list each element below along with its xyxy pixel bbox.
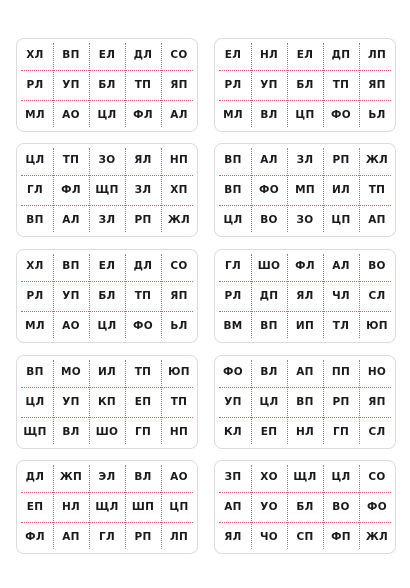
syllable-cell: ЦЛ — [97, 108, 117, 121]
syllable-cell: ЗП — [224, 470, 242, 483]
syllable-cell: ЗО — [98, 153, 116, 166]
syllable-cell: ЛП — [169, 530, 189, 543]
syllable-cell: ЧО — [259, 530, 278, 543]
letter-card — [214, 38, 396, 132]
syllable-cell: ЯП — [170, 78, 188, 91]
syllable-cell: ШП — [131, 500, 155, 513]
syllable-cell: ТП — [134, 365, 152, 378]
syllable-cell: ВП — [26, 365, 44, 378]
syllable-cell: ВО — [368, 259, 386, 272]
syllable-cell: ТП — [170, 395, 188, 408]
syllable-cell: АЛ — [170, 108, 188, 121]
syllable-cell: ЩП — [23, 425, 47, 438]
syllable-cell: РЛ — [26, 289, 44, 302]
syllable-cell: ФЛ — [295, 259, 315, 272]
syllable-cell: РП — [134, 530, 152, 543]
syllable-cell: ЯЛ — [224, 530, 242, 543]
syllable-cell: ЧЛ — [332, 289, 350, 302]
syllable-cell: РЛ — [224, 289, 242, 302]
syllable-cell: ХП — [170, 183, 188, 196]
syllable-cell: ЯП — [368, 395, 386, 408]
syllable-cell: ЕЛ — [224, 48, 242, 61]
syllable-cell: ЩП — [95, 183, 119, 196]
syllable-cell: ДП — [331, 48, 351, 61]
syllable-cell: ЖП — [59, 470, 83, 483]
syllable-cell: ВО — [332, 500, 350, 513]
syllable-cell: МЛ — [25, 319, 45, 332]
syllable-cell: ЦЛ — [223, 213, 243, 226]
syllable-cell: ГЛ — [224, 259, 241, 272]
syllable-cell: НЛ — [295, 425, 315, 438]
syllable-cell: ДЛ — [25, 470, 45, 483]
syllable-cell: СЛ — [368, 289, 386, 302]
syllable-cell: ЬЛ — [170, 319, 188, 332]
syllable-cell: БЛ — [296, 500, 314, 513]
letter-card — [16, 460, 198, 554]
syllable-cell: БЛ — [296, 78, 314, 91]
syllable-cell: ЩЛ — [293, 470, 317, 483]
syllable-cell: БЛ — [98, 289, 116, 302]
syllable-cell: РП — [134, 213, 152, 226]
syllable-cell: ФО — [133, 319, 153, 332]
syllable-cell: АП — [296, 365, 314, 378]
syllable-cell: ЦЛ — [259, 395, 279, 408]
syllable-cell: ИЛ — [97, 365, 117, 378]
syllable-cell: АЛ — [260, 153, 278, 166]
syllable-cell: ЗЛ — [296, 153, 314, 166]
syllable-cell: ГЛ — [26, 183, 43, 196]
syllable-cell: ЕП — [26, 500, 44, 513]
syllable-cell: ЬЛ — [368, 108, 386, 121]
syllable-cell: АП — [368, 213, 386, 226]
syllable-cell: ЦЛ — [97, 319, 117, 332]
syllable-cell: ЦП — [331, 213, 351, 226]
syllable-cell: ЦЛ — [25, 153, 45, 166]
syllable-cell: МЛ — [223, 108, 243, 121]
syllable-cell: ЕЛ — [98, 259, 116, 272]
letter-card — [214, 355, 396, 449]
syllable-cell: ХО — [260, 470, 278, 483]
syllable-cell: ПП — [331, 365, 351, 378]
syllable-cell: ЖЛ — [365, 530, 389, 543]
syllable-cell: ЗЛ — [134, 183, 152, 196]
syllable-cell: ЮП — [366, 319, 388, 332]
syllable-cell: АП — [224, 500, 242, 513]
letter-card — [16, 355, 198, 449]
syllable-cell: ДЛ — [133, 259, 153, 272]
syllable-cell: СО — [170, 48, 188, 61]
syllable-cell: ВЛ — [260, 108, 278, 121]
syllable-cell: РП — [332, 153, 350, 166]
syllable-cell: ВЛ — [62, 425, 80, 438]
syllable-cell: КЛ — [224, 425, 242, 438]
syllable-cell: ШО — [257, 259, 281, 272]
syllable-cell: УП — [224, 395, 242, 408]
syllable-cell: ВЛ — [260, 365, 278, 378]
syllable-cell: ФЛ — [61, 183, 81, 196]
syllable-cell: ЦЛ — [25, 395, 45, 408]
syllable-cell: МО — [61, 365, 81, 378]
syllable-cell: ЦЛ — [331, 470, 351, 483]
syllable-cell: ШО — [95, 425, 119, 438]
syllable-cell: НП — [169, 425, 189, 438]
syllable-cell: ВО — [260, 213, 278, 226]
syllable-cell: УП — [62, 289, 80, 302]
syllable-cell: ЕП — [260, 425, 278, 438]
syllable-cell: ХЛ — [26, 259, 44, 272]
syllable-cell: ТП — [134, 78, 152, 91]
syllable-cell: ЩЛ — [95, 500, 119, 513]
syllable-cell: АО — [62, 319, 80, 332]
syllable-cell: РЛ — [26, 78, 44, 91]
syllable-cell: ФП — [331, 530, 351, 543]
syllable-cell: НО — [367, 365, 387, 378]
syllable-cell: ФО — [331, 108, 351, 121]
syllable-cell: ЕП — [134, 395, 152, 408]
syllable-cell: НП — [169, 153, 189, 166]
syllable-cell: ИП — [295, 319, 315, 332]
syllable-cell: ЗО — [296, 213, 314, 226]
syllable-cell: АП — [62, 530, 80, 543]
syllable-cell: ДЛ — [133, 48, 153, 61]
syllable-cell: НЛ — [259, 48, 279, 61]
syllable-cell: ХЛ — [26, 48, 44, 61]
syllable-cell: ТЛ — [332, 319, 350, 332]
syllable-cell: ТП — [62, 153, 80, 166]
syllable-cell: ВП — [224, 183, 242, 196]
syllable-cell: ЦП — [295, 108, 315, 121]
syllable-cell: ИЛ — [331, 183, 351, 196]
syllable-cell: ЕЛ — [296, 48, 314, 61]
syllable-cell: СЛ — [368, 425, 386, 438]
syllable-cell: БЛ — [98, 78, 116, 91]
syllable-cell: ЛП — [367, 48, 387, 61]
syllable-cell: АО — [170, 470, 188, 483]
syllable-cell: ВП — [62, 48, 80, 61]
syllable-cell: МЛ — [25, 108, 45, 121]
letter-card — [16, 249, 198, 343]
syllable-cell: КП — [98, 395, 116, 408]
syllable-cell: ВП — [260, 319, 278, 332]
syllable-cell: ЕЛ — [98, 48, 116, 61]
syllable-cell: ЖЛ — [365, 153, 389, 166]
syllable-cell: МП — [295, 183, 315, 196]
syllable-cell: УП — [62, 395, 80, 408]
syllable-cell: ГП — [134, 425, 152, 438]
syllable-cell: ВМ — [223, 319, 243, 332]
syllable-cell: УП — [260, 78, 278, 91]
letter-card — [214, 460, 396, 554]
syllable-cell: ВП — [62, 259, 80, 272]
syllable-cell: УП — [62, 78, 80, 91]
letter-card — [16, 38, 198, 132]
syllable-cell: СО — [368, 470, 386, 483]
letter-card — [16, 143, 198, 237]
syllable-cell: ЯЛ — [134, 153, 152, 166]
syllable-cell: ЮП — [168, 365, 190, 378]
syllable-cell: РП — [332, 395, 350, 408]
syllable-cell: АО — [62, 108, 80, 121]
syllable-cell: ЗЛ — [98, 213, 116, 226]
syllable-cell: ГЛ — [98, 530, 115, 543]
syllable-cell: ГП — [332, 425, 350, 438]
syllable-cell: РЛ — [224, 78, 242, 91]
letter-card — [214, 143, 396, 237]
syllable-cell: ЭЛ — [98, 470, 116, 483]
syllable-cell: ДП — [259, 289, 279, 302]
syllable-cell: ФЛ — [25, 530, 45, 543]
syllable-cell: ФО — [223, 365, 243, 378]
syllable-cell: ЦП — [169, 500, 189, 513]
syllable-cell: СО — [170, 259, 188, 272]
syllable-cell: НЛ — [61, 500, 81, 513]
syllable-cell: ВП — [224, 153, 242, 166]
syllable-cell: ЯП — [170, 289, 188, 302]
syllable-cell: ФО — [367, 500, 387, 513]
syllable-cell: ЖЛ — [167, 213, 191, 226]
syllable-cell: ФЛ — [133, 108, 153, 121]
syllable-cell: ВЛ — [134, 470, 152, 483]
syllable-cell: ВП — [26, 213, 44, 226]
syllable-cell: ВП — [296, 395, 314, 408]
syllable-cell: ТП — [134, 289, 152, 302]
letter-card — [214, 249, 396, 343]
syllable-cell: ФО — [259, 183, 279, 196]
syllable-cell: ЯП — [368, 78, 386, 91]
syllable-cell: СП — [296, 530, 314, 543]
syllable-cell: УО — [260, 500, 278, 513]
syllable-cell: ЯЛ — [296, 289, 314, 302]
syllable-cell: ТП — [368, 183, 386, 196]
syllable-cell: ТП — [332, 78, 350, 91]
syllable-cell: АЛ — [62, 213, 80, 226]
syllable-cell: АЛ — [332, 259, 350, 272]
